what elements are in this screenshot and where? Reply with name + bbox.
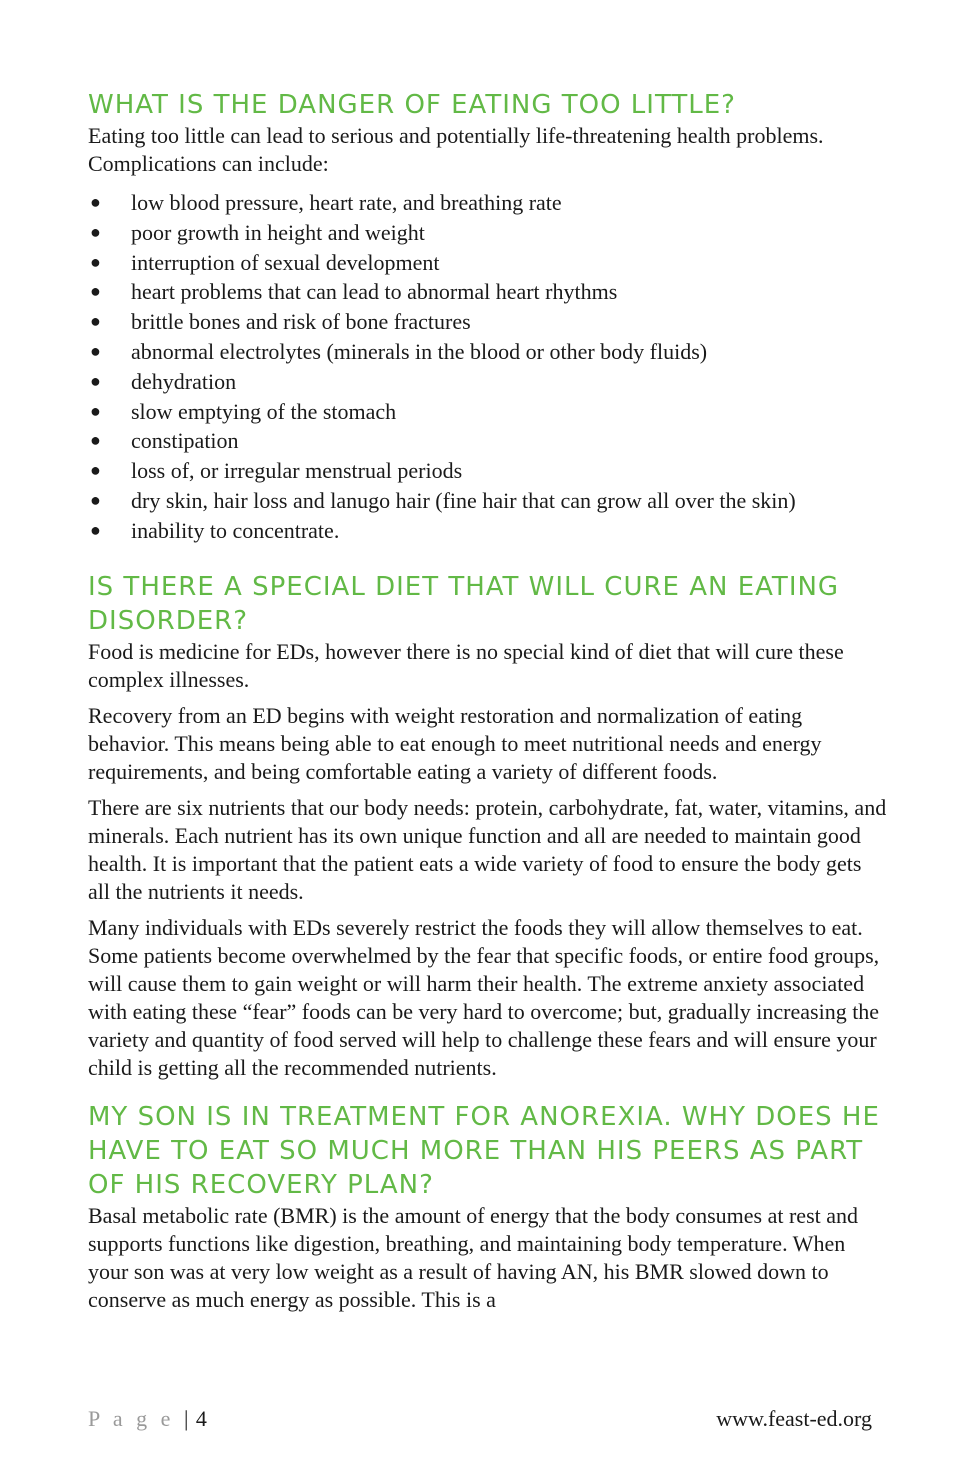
section-heading: MY SON IS IN TREATMENT FOR ANOREXIA. WHY DOES HE HAVE TO EAT SO MUCH MORE THAN HIS PEERS AS PART OF HIS RECOVERY PLAN? [88,1101,880,1200]
list-item: ● constipation [88,426,888,456]
website-link[interactable]: www.feast-ed.org [716,1406,872,1431]
bullet-icon: ● [90,400,101,421]
bullet-icon: ● [90,221,101,242]
list-item: ● brittle bones and risk of bone fractures [88,307,888,337]
section-heading: WHAT IS THE DANGER OF EATING TOO LITTLE? [88,90,736,120]
list-item: ● heart problems that can lead to abnormal heart rhythms [88,277,888,307]
list-item: ● loss of, or irregular menstrual periods [88,456,888,486]
list-item: ● interruption of sexual development [88,248,888,278]
bullet-icon: ● [90,281,101,302]
page-number: 4 [195,1406,207,1431]
list-item: ● poor growth in height and weight [88,218,888,248]
section-anorexia-treatment [88,1100,888,1314]
bullet-icon: ● [90,519,101,540]
list-item: ● inability to concentrate. [88,516,888,546]
page-separator: | [183,1406,189,1431]
complications-list [88,188,888,546]
bullet-icon: ● [90,430,101,451]
paragraph: Many individuals with EDs severely restrict the foods they will allow themselves to eat. Some patients become overwhelmed by the fear that specific foods, or entire food groups, will cause them to gain weight or will harm their health. The extreme anxiety associated with eating these “fear” foods can be very hard to overcome; but, gradually increasing the variety and quantity of food served will help to challenge these fears and will ensure your child is getting all the recommended nutrients. [88,914,880,1080]
list-item: ● low blood pressure, heart rate, and breathing rate [88,188,888,218]
paragraph: Recovery from an ED begins with weight restoration and normalization of eating behavior. This means being able to eat enough to meet nutritional needs and energy requirements, and being comfortable eating a variety of different foods. [88,702,822,784]
bullet-icon: ● [90,370,101,391]
bullet-icon: ● [90,251,101,272]
list-item: ● dehydration [88,367,888,397]
paragraph: Eating too little can lead to serious and potentially life-threatening health problems. Complications can include: [88,123,824,176]
bullet-icon: ● [90,460,101,481]
page-footer [88,1406,872,1440]
document-page [88,88,888,1322]
list-item: ● slow emptying of the stomach [88,397,888,427]
paragraph: Basal metabolic rate (BMR) is the amount of energy that the body consumes at rest and supports functions like digestion, breathing, and maintaining body temperature. When your son was at very low weight as a result of having AN, his BMR slowed down to conserve as much energy as possible. This is a [88,1202,859,1312]
paragraph: There are six nutrients that our body needs: protein, carbohydrate, fat, water, vitamins, and minerals. Each nutrient has its own unique function and all are needed to maintain good health. It is important that the patient eats a wide variety of food to ensure the body gets all the nutrients it needs. [88,794,887,904]
page-number-label [88,1406,207,1432]
bullet-icon: ● [90,489,101,510]
list-item: ● dry skin, hair loss and lanugo hair (fine hair that can grow all over the skin) [88,486,888,516]
list-item: ● abnormal electrolytes (minerals in the blood or other body fluids) [88,337,888,367]
bullet-icon: ● [90,340,101,361]
bullet-icon: ● [90,311,101,332]
section-special-diet [88,570,888,1082]
section-heading: IS THERE A SPECIAL DIET THAT WILL CURE AN EATING DISORDER? [88,571,840,636]
paragraph: Food is medicine for EDs, however there is no special kind of diet that will cure these complex illnesses. [88,638,844,692]
section-danger-eating-too-little [88,88,888,546]
page-label: P a g e [88,1406,175,1431]
bullet-icon: ● [90,192,101,212]
